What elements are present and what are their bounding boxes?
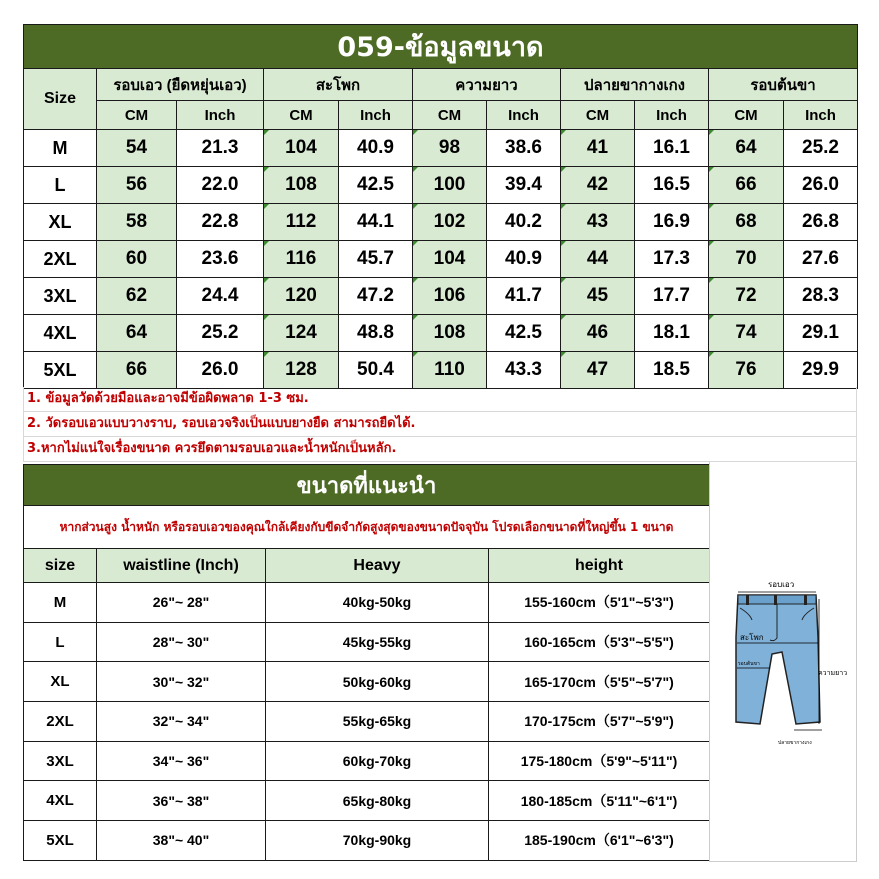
rec-size-header: size xyxy=(24,549,97,583)
measurement-cell: 42.5 xyxy=(339,167,413,204)
measurement-cell: 98 xyxy=(413,130,487,167)
rec-heavy-cell: 70kg-90kg xyxy=(266,821,489,861)
measurement-cell: 26.8 xyxy=(784,204,858,241)
measurement-cell: 45 xyxy=(561,278,635,315)
unit-header: Inch xyxy=(784,101,858,130)
measurement-cell: 46 xyxy=(561,315,635,352)
recommended-advice: หากส่วนสูง น้ำหนัก หรือรอบเอวของคุณใกล้เคียงกับขีดจำกัดสูงสุดของขนาดปัจจุบัน โปรดเลือกขนาดที่ใหญ่ขึ้น 1 ขนาด xyxy=(24,506,710,549)
measurement-cell: 26.0 xyxy=(177,352,264,389)
belt-loop-icon xyxy=(774,595,777,605)
hip-group-header: สะโพก xyxy=(264,69,413,101)
measurement-cell: 38.6 xyxy=(487,130,561,167)
measurement-cell: 39.4 xyxy=(487,167,561,204)
length-group-header: ความยาว xyxy=(413,69,561,101)
unit-header: CM xyxy=(561,101,635,130)
rec-height-cell: 160-165cm（5'3"~5'5") xyxy=(489,622,710,662)
rec-waist-cell: 38"~ 40" xyxy=(97,821,266,861)
measurement-cell: 40.9 xyxy=(487,241,561,278)
rec-heavy-header: Heavy xyxy=(266,549,489,583)
measurement-cell: 66 xyxy=(97,352,177,389)
rec-size-cell: M xyxy=(24,583,97,623)
measurement-cell: 48.8 xyxy=(339,315,413,352)
measurement-cell: 43 xyxy=(561,204,635,241)
rec-size-cell: L xyxy=(24,622,97,662)
rec-waist-cell: 36"~ 38" xyxy=(97,781,266,821)
unit-header: Inch xyxy=(339,101,413,130)
measurement-cell: 47.2 xyxy=(339,278,413,315)
waist-group-header: รอบเอว (ยืดหยุ่นเอว) xyxy=(97,69,264,101)
size-label-cell: 3XL xyxy=(24,278,97,315)
measurement-note-3: 3.หากไม่แน่ใจเรื่องขนาด ควรยึดตามรอบเอวและน้ำหนักเป็นหลัก. xyxy=(23,437,857,462)
measurement-cell: 124 xyxy=(264,315,339,352)
unit-header: CM xyxy=(709,101,784,130)
measurement-cell: 108 xyxy=(413,315,487,352)
belt-loop-icon xyxy=(746,595,749,605)
rec-waist-cell: 30"~ 32" xyxy=(97,662,266,702)
rec-height-cell: 185-190cm（6'1"~6'3") xyxy=(489,821,710,861)
measurement-cell: 116 xyxy=(264,241,339,278)
recommended-row xyxy=(24,821,710,861)
measurement-cell: 26.0 xyxy=(784,167,858,204)
measurement-cell: 62 xyxy=(97,278,177,315)
rec-heavy-cell: 55kg-65kg xyxy=(266,702,489,742)
measurement-cell: 44 xyxy=(561,241,635,278)
measurement-cell: 18.1 xyxy=(635,315,709,352)
measurement-cell: 29.9 xyxy=(784,352,858,389)
measurement-cell: 41.7 xyxy=(487,278,561,315)
measurement-cell: 106 xyxy=(413,278,487,315)
unit-header: Inch xyxy=(635,101,709,130)
measurement-cell: 42.5 xyxy=(487,315,561,352)
jeans-diagram xyxy=(710,462,858,862)
size-chart-row xyxy=(24,204,858,241)
measurement-cell: 41 xyxy=(561,130,635,167)
measurement-cell: 27.6 xyxy=(784,241,858,278)
measurement-cell: 25.2 xyxy=(177,315,264,352)
measurement-cell: 16.9 xyxy=(635,204,709,241)
recommended-row xyxy=(24,781,710,821)
unit-header: CM xyxy=(413,101,487,130)
measurement-cell: 50.4 xyxy=(339,352,413,389)
rec-heavy-cell: 45kg-55kg xyxy=(266,622,489,662)
measurement-cell: 17.3 xyxy=(635,241,709,278)
recommended-size-table xyxy=(23,464,710,861)
thigh-group-header: รอบต้นขา xyxy=(709,69,858,101)
rec-height-cell: 155-160cm（5'1"~5'3") xyxy=(489,583,710,623)
measurement-cell: 110 xyxy=(413,352,487,389)
size-chart-row xyxy=(24,130,858,167)
size-label-cell: L xyxy=(24,167,97,204)
rec-waist-cell: 34"~ 36" xyxy=(97,741,266,781)
waist-label: รอบเอว xyxy=(768,580,795,589)
measurement-cell: 42 xyxy=(561,167,635,204)
rec-size-cell: 3XL xyxy=(24,741,97,781)
measurement-note-1: 1. ข้อมูลวัดด้วยมือและอาจมีข้อผิดพลาด 1-3 ซม. xyxy=(23,387,857,412)
measurement-cell: 68 xyxy=(709,204,784,241)
measurement-cell: 40.9 xyxy=(339,130,413,167)
rec-heavy-cell: 40kg-50kg xyxy=(266,583,489,623)
size-label-cell: M xyxy=(24,130,97,167)
measurement-cell: 16.1 xyxy=(635,130,709,167)
size-chart-row xyxy=(24,241,858,278)
recommended-row xyxy=(24,662,710,702)
size-chart-row xyxy=(24,167,858,204)
size-chart-row xyxy=(24,352,858,389)
rec-size-cell: 5XL xyxy=(24,821,97,861)
measurement-cell: 104 xyxy=(264,130,339,167)
measurement-cell: 45.7 xyxy=(339,241,413,278)
measurement-cell: 47 xyxy=(561,352,635,389)
measurement-cell: 28.3 xyxy=(784,278,858,315)
measurement-cell: 64 xyxy=(97,315,177,352)
measurement-cell: 128 xyxy=(264,352,339,389)
size-label-cell: 5XL xyxy=(24,352,97,389)
measurement-cell: 58 xyxy=(97,204,177,241)
measurement-cell: 18.5 xyxy=(635,352,709,389)
measurement-cell: 25.2 xyxy=(784,130,858,167)
measurement-cell: 24.4 xyxy=(177,278,264,315)
measurement-cell: 29.1 xyxy=(784,315,858,352)
measurement-cell: 16.5 xyxy=(635,167,709,204)
rec-height-cell: 180-185cm（5'11"~6'1") xyxy=(489,781,710,821)
rec-heavy-cell: 65kg-80kg xyxy=(266,781,489,821)
measurement-note-2: 2. วัดรอบเอวแบบวางราบ, รอบเอวจริงเป็นแบบยางยืด สามารถยืดได้. xyxy=(23,412,857,437)
measurement-cell: 100 xyxy=(413,167,487,204)
rec-height-cell: 165-170cm（5'5"~5'7") xyxy=(489,662,710,702)
size-column-header: Size xyxy=(24,69,97,130)
hip-label: สะโพก xyxy=(740,633,764,642)
length-label: ความยาว xyxy=(818,669,848,677)
rec-heavy-cell: 60kg-70kg xyxy=(266,741,489,781)
recommended-row xyxy=(24,583,710,623)
rec-size-cell: 4XL xyxy=(24,781,97,821)
rec-waist-cell: 28"~ 30" xyxy=(97,622,266,662)
hem-group-header: ปลายขากางเกง xyxy=(561,69,709,101)
measurement-cell: 76 xyxy=(709,352,784,389)
rec-size-cell: XL xyxy=(24,662,97,702)
measurement-cell: 66 xyxy=(709,167,784,204)
measurement-cell: 23.6 xyxy=(177,241,264,278)
recommended-row xyxy=(24,702,710,742)
measurement-cell: 72 xyxy=(709,278,784,315)
recommended-title: ขนาดที่แนะนำ xyxy=(24,465,710,506)
rec-height-header: height xyxy=(489,549,710,583)
measurement-cell: 40.2 xyxy=(487,204,561,241)
size-label-cell: 4XL xyxy=(24,315,97,352)
jeans-diagram-panel xyxy=(709,462,857,862)
measurement-cell: 22.0 xyxy=(177,167,264,204)
size-label-cell: 2XL xyxy=(24,241,97,278)
measurement-cell: 21.3 xyxy=(177,130,264,167)
rec-size-cell: 2XL xyxy=(24,702,97,742)
rec-waist-cell: 32"~ 34" xyxy=(97,702,266,742)
size-chart-table xyxy=(23,24,858,389)
measurement-cell: 22.8 xyxy=(177,204,264,241)
measurement-cell: 43.3 xyxy=(487,352,561,389)
measurement-cell: 44.1 xyxy=(339,204,413,241)
size-label-cell: XL xyxy=(24,204,97,241)
measurement-cell: 54 xyxy=(97,130,177,167)
measurement-cell: 104 xyxy=(413,241,487,278)
measurement-cell: 120 xyxy=(264,278,339,315)
recommended-row xyxy=(24,622,710,662)
size-chart-row xyxy=(24,315,858,352)
measurement-cell: 112 xyxy=(264,204,339,241)
unit-header: CM xyxy=(97,101,177,130)
measurement-cell: 60 xyxy=(97,241,177,278)
measurement-cell: 70 xyxy=(709,241,784,278)
unit-header: Inch xyxy=(487,101,561,130)
rec-waist-cell: 26"~ 28" xyxy=(97,583,266,623)
size-chart-title: 059-ข้อมูลขนาด xyxy=(24,25,858,69)
rec-waist-header: waistline (Inch) xyxy=(97,549,266,583)
measurement-cell: 74 xyxy=(709,315,784,352)
hem-label: ปลายขากางเกง xyxy=(778,740,812,746)
measurement-cell: 108 xyxy=(264,167,339,204)
measurement-cell: 102 xyxy=(413,204,487,241)
measurement-cell: 56 xyxy=(97,167,177,204)
unit-header: CM xyxy=(264,101,339,130)
rec-heavy-cell: 50kg-60kg xyxy=(266,662,489,702)
belt-loop-icon xyxy=(804,595,807,605)
rec-height-cell: 170-175cm（5'7"~5'9") xyxy=(489,702,710,742)
rec-height-cell: 175-180cm（5'9"~5'11") xyxy=(489,741,710,781)
measurement-cell: 17.7 xyxy=(635,278,709,315)
recommended-row xyxy=(24,741,710,781)
measurement-cell: 64 xyxy=(709,130,784,167)
unit-header: Inch xyxy=(177,101,264,130)
size-chart-row xyxy=(24,278,858,315)
thigh-label: รอบต้นขา xyxy=(738,661,760,667)
